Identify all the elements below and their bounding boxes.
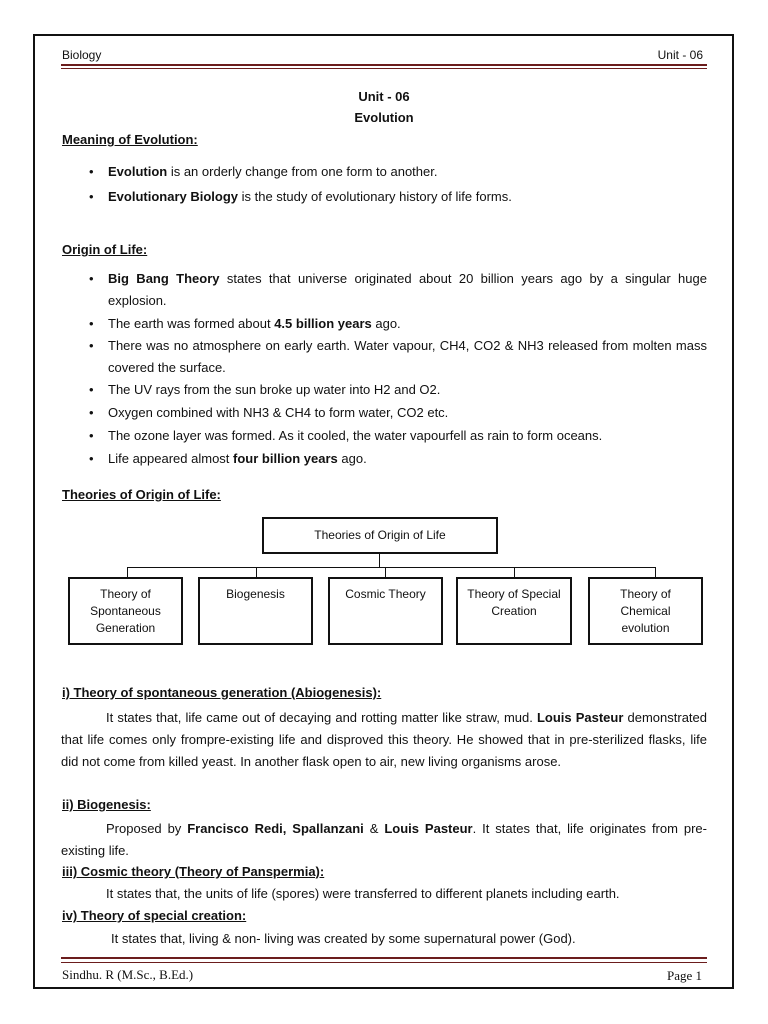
paragraph-text: It states that, life came out of decaying and rotting matter like straw, mud. [106,710,537,725]
header-rule-thin [61,68,707,69]
scientist-name: Louis Pasteur [536,710,624,725]
footer-author: Sindhu. R (M.Sc., B.Ed.) [62,967,194,982]
paragraph-text: Proposed by [106,821,188,836]
item-text: Oxygen combined with NH3 & CH4 to form water, CO2 etc. [108,405,449,420]
item-text: ago. [371,316,401,331]
definition: is the study of evolutionary history of life forms. [238,189,512,204]
section-3-heading: iii) Cosmic theory (Theory of Panspermia): [62,864,325,879]
item-text: The UV rays from the sun broke up water into H2 and O2. [108,382,441,397]
term: Big Bang Theory [108,271,220,286]
section-2-paragraph [61,818,707,862]
section-1-heading: i) Theory of spontaneous generation (Abiogenesis): [62,685,382,700]
list-item: • The UV rays from the sun broke up water into H2 and O2. [89,379,707,401]
diagram-connector [379,554,380,567]
diagram-box-special-creation: Theory of Special Creation [456,577,572,645]
diagram-box-cosmic: Cosmic Theory [328,577,443,645]
scientist-name: Louis Pasteur [384,821,473,836]
footer-rule [61,957,707,959]
paragraph-text: & [363,821,385,836]
list-item: • Evolutionary Biology is the study of evolutionary history of life forms. [89,189,512,204]
theories-heading: Theories of Origin of Life: [62,487,221,502]
item-text: ago. [337,451,367,466]
section-4-paragraph: It states that, living & non- living was created by some supernatural power (God). [111,931,576,946]
definition: is an orderly change from one form to another. [167,164,438,179]
list-item: • There was no atmosphere on early earth. Water vapour, CH4, CO2 & NH3 released from molten mass covered the surface. [89,335,707,379]
diagram-connector [256,567,257,577]
item-text: Life appeared almost [108,451,234,466]
paragraph-text: demonstrated that life comes only frompre-existing life and disproved this theory. He showed that in pre-sterilized flasks, life did not come from killed yeast. In another flask open to air, new living organisms arose. [61,710,707,769]
diagram-box-spontaneous: Theory of Spontaneous Generation [68,577,183,645]
list-item: • Big Bang Theory states that universe originated about 20 billion years ago by a singular huge explosion. [89,271,707,308]
header-unit: Unit - 06 [657,48,703,62]
diagram-box-biogenesis: Biogenesis [198,577,313,645]
paragraph-text: . It states that, life originates from pre-existing life. [61,821,707,858]
item-text: The earth was formed about [108,316,275,331]
origin-heading: Origin of Life: [62,242,148,257]
page-number: Page 1 [666,968,702,983]
term: Evolution [108,164,168,179]
term: Evolutionary Biology [108,189,239,204]
section-1-paragraph [61,707,707,773]
diagram-connector [127,567,656,568]
item-text: states that universe originated about 20 billion years ago by a singular huge explosion. [108,271,707,308]
section-3-paragraph: It states that, the units of life (spores) were transferred to different planets including earth. [106,886,620,901]
item-text: The ozone layer was formed. As it cooled, the water vapourfell as rain to form oceans. [108,428,603,443]
diagram-root-box: Theories of Origin of Life [262,517,498,554]
diagram-connector [385,567,386,577]
section-2-heading: ii) Biogenesis: [62,797,151,812]
list-item: • Life appeared almost four billion years ago. [89,451,367,466]
diagram-box-chemical: Theory of Chemical evolution [588,577,703,645]
header-rule [61,64,707,66]
list-item: • Oxygen combined with NH3 & CH4 to form water, CO2 etc. [89,402,707,424]
list-item: • The earth was formed about 4.5 billion years ago. [89,316,401,331]
item-text: There was no atmosphere on early earth. Water vapour, CH4, CO2 & NH3 released from molten mass covered the surface. [108,338,707,375]
meaning-heading: Meaning of Evolution: [62,132,198,147]
scientist-names: Francisco Redi, Spallanzani [187,821,364,836]
unit-title: Unit - 06 [358,89,410,104]
header-subject: Biology [62,48,102,62]
list-item: • Evolution is an orderly change from one form to another. [89,164,438,179]
diagram-connector [655,567,656,577]
topic-title: Evolution [354,110,414,125]
diagram-connector [514,567,515,577]
diagram-connector [127,567,128,577]
footer-rule-thin [61,962,707,963]
term: 4.5 billion years [274,316,372,331]
term: four billion years [233,451,338,466]
section-4-heading: iv) Theory of special creation: [62,908,247,923]
list-item: • The ozone layer was formed. As it cooled, the water vapourfell as rain to form oceans. [89,425,707,447]
